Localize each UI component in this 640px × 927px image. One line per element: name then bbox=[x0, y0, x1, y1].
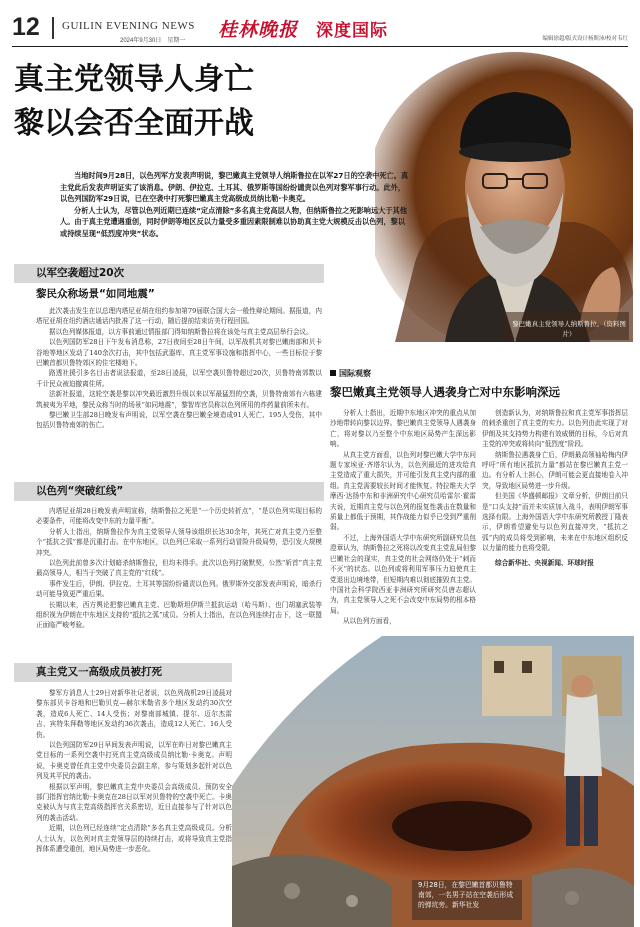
section2-heading: 以色列“突破红线” bbox=[14, 482, 324, 501]
section1-paragraph: 据以色列媒体报道，以方事前通过情报部门得知纳斯鲁拉将在该处与真主党高层举行会议。 bbox=[49, 327, 313, 336]
section1-paragraph: 法新社报道，这轮空袭是黎以冲突最近激烈升级以来以军最猛烈的空袭，贝鲁特南郊有六栋建筑被夷为平地，黎民众称当时的场景“如同地震”，黎智库官员称以色列所用的炸药量前所未有。 bbox=[36, 390, 322, 409]
feature-paragraph: 分析人士指出，近期中东地区冲突的重点从加沙地带转向黎以边界。黎巴嫩真主党领导人遇袭身亡，将对黎以乃至整个中东地区局势产生深远影响。 bbox=[330, 409, 476, 449]
section1-heading: 以军空袭超过20次 bbox=[14, 264, 324, 283]
section2-body bbox=[36, 506, 322, 631]
section2-paragraph: 以色列此前曾多次计划暗杀纳斯鲁拉，但均未得手。此次以色列打破默契，公然“斩首”真主党最高领导人，相当于突破了真主党的“红线”。 bbox=[36, 559, 322, 578]
feature-paragraph: 但美国《华盛顿邮报》文章分析，伊朗目前只是“口头支持”而并未实质加入战斗，表明伊朗军事选择有限。上海外国语大学中东研究所教授丁隆表示，伊朗希望避免与以色列直接冲突，“抵抗之弧”内的成员将受到影响，未来在中东地区组织反以力量的能力也将受限。 bbox=[482, 492, 628, 553]
section1-paragraph: 此次袭击发生在以总理内塔尼亚胡在纽约参加第79届联合国大会一般性辩论期间。据报道，内塔尼亚胡在纽约酒店通话内批准了这一行动，随后提前结束访美行程回国。 bbox=[36, 307, 322, 326]
headline-line-1: 真主党领导人身亡 bbox=[14, 62, 254, 97]
section1-paragraph: 以色列国防军28日下午发布消息称，27日夜间至28日午间，以军战机共对黎巴嫩南部和贝卡谷地等地区发动了140余次打击，其中包括武器库、真主党军事设施和指挥中心，一些目标位于黎巴嫩首都贝鲁特郊区的住宅楼地下。 bbox=[36, 338, 322, 368]
issue-date: 2024年9月30日 星期一 bbox=[120, 38, 186, 44]
column-tag bbox=[330, 368, 371, 379]
section3-paragraph: 黎军方消息人士29日对新华社记者说，以色列战机29日凌晨对黎东部贝卡谷地和巴勒贝克—赫尔米勒省多个地区发动约30次空袭，造成6人死亡、14人受伤；对黎南部城镇、提尔、迈尔杰雷吉、宾特朱拜勒等地区发动约36次袭击，造成12人死亡、16人受伤。 bbox=[36, 689, 232, 739]
section1-paragraph: 路透社援引多名目击者说法报道，至28日凌晨，以军空袭贝鲁特超过20次，贝鲁特南郊数以千计民众被迫撤离住所。 bbox=[36, 369, 322, 388]
page-number: 12 bbox=[12, 13, 40, 41]
feature-paragraph: 从真主党方面看，以色列对黎巴嫩大学中东问题专家埃亚·齐塔尔认为，以色列最近的进攻给真主党造成了重大损失，并可能引发真主党内部的重组。真主党需要较长时间才能恢复。特拉维夫大学摩西·达扬中东和非洲研究中心研究员哈雷尔·霍雷夫说，近期真主党与以色列的报复性袭击在数量和质量上都低于预期，其作战能力似乎已受到严重削弱。 bbox=[330, 450, 476, 532]
lead-paragraph: 分析人士认为，尽管以色列近期已连续“定点清除”多名真主党高层人物，但纳斯鲁拉之死影响远大于其他人。由于真主党遭遇重创，同时伊朗等地区反以力量受多重因素限制难以协助真主党大规模反击以色列，黎以或持续呈现“低烈度冲突”状态。 bbox=[60, 205, 407, 238]
section2-paragraph: 事件发生后，伊朗、伊拉克、土耳其等国纷纷谴责以色列。俄罗斯外交部发表声明说，暗杀行动可能导致更严重后果。 bbox=[36, 579, 322, 599]
section3-paragraph: 近期，以色列已经连续“定点清除”多名真主党高级成员。分析人士认为，以色列对真主党领导层的持续打击，或将导致真主党指挥体系遭受重创，地区局势进一步恶化。 bbox=[36, 824, 232, 854]
feature-credit: 综合新华社、央视新闻、环球时报 bbox=[495, 558, 594, 567]
feature-column-2 bbox=[482, 408, 628, 568]
feature-paragraph: 从以色列方面看， bbox=[343, 617, 396, 626]
feature-paragraph: 纳斯鲁拉遇袭身亡后，伊朗最高领袖哈梅内伊呼吁“所有地区抵抗力量”都站在黎巴嫩真主党一边。有分析人士担心，伊朗可能会更直接地卷入冲突，导致地区局势进一步升级。 bbox=[482, 450, 628, 490]
feature-title: 黎巴嫩真主党领导人遇袭身亡对中东影响深远 bbox=[330, 385, 560, 399]
column-tag-label: 国际观察 bbox=[339, 369, 371, 378]
headline bbox=[14, 58, 314, 146]
lead-paragraphs bbox=[60, 170, 412, 240]
section3-paragraph: 以色列国防军29日早间发表声明说，以军在昨日对黎巴嫩真主党目标的一系列空袭中打死真主党高级成员纳比勒·卡奥克。声明说，卡奥克曾任真主党中央委员会副主席，参与策划多起针对以色列及其平民的袭击。 bbox=[36, 741, 232, 781]
section3-heading: 真主党又一高级成员被打死 bbox=[14, 663, 232, 682]
square-bullet-icon bbox=[330, 370, 336, 376]
portrait-photo bbox=[375, 52, 633, 342]
section1-body bbox=[36, 306, 322, 431]
feature-paragraph: 创造新认为，对纳斯鲁拉和真主党军事指挥层的刺杀重创了真主党的实力。以色列由此实现了对伊朗及其支持势力构建有效威慑的目标，今后对真主党的冲突或将转向“低烈度”阶段。 bbox=[482, 409, 628, 449]
portrait-caption: 黎巴嫩真主党领导人纳斯鲁拉。（资料图片） bbox=[512, 320, 626, 338]
paper-name-en: GUILIN EVENING NEWS bbox=[62, 20, 195, 32]
masthead bbox=[0, 0, 640, 48]
editors-credit: 编辑徐超/版式设计杨斯沛/校对韦红 bbox=[542, 36, 628, 42]
feature-column-1 bbox=[330, 408, 476, 627]
section1-subheading: 黎民众称场景“如同地震” bbox=[36, 288, 155, 300]
masthead-divider bbox=[52, 17, 54, 39]
section2-paragraph: 长期以来，西方舆论把黎巴嫩真主党、巴勒斯坦伊斯兰抵抗运动（哈马斯）、也门胡塞武装等组织视为伊朗在中东地区支持的“抵抗之弧”成员。分析人士指出，在以色列连续打击下，这一联盟正面临严峻考验。 bbox=[36, 600, 322, 630]
section3-body bbox=[36, 688, 232, 855]
section2-paragraph: 分析人士指出，纳斯鲁拉作为真主党领导人领导该组织长达30余年，其死亡对真主党乃至整个“抵抗之弧”都是沉重打击。在中东地区，以色列已采取一系列行动冒险升级局势，恐引发大规模冲突。 bbox=[36, 527, 322, 557]
crater-caption: 9月28日，在黎巴嫩首都贝鲁特南郊，一名男子站在空袭后形成的弹坑旁。新华社发 bbox=[418, 881, 514, 909]
section1-paragraph: 黎巴嫩卫生部28日晚发布声明说，以军空袭在黎巴嫩全境造成91人死亡、195人受伤，其中包括贝鲁特南郊的伤亡。 bbox=[36, 411, 322, 430]
paper-logo-text: 桂林晚报 bbox=[218, 19, 299, 41]
headline-line-2: 黎以会否全面开战 bbox=[14, 106, 254, 141]
section-name: 深度国际 bbox=[316, 21, 388, 41]
feature-paragraph: 不过，上海外国语大学中东研究所副研究员包澄章认为，纳斯鲁拉之死将以改变真主党乱局但黎巴嫩社会的现实，真主党的社会网络仍处于“刺而不灭”的状态。以色列或将利用军事压力迫使真主党退出边境地带，但短期内难以彻底摧毁真主党。中国社会科学院西亚非洲研究所研究员唐志超认为，真主党领导人之死不会改变中东局势的根本格局。 bbox=[330, 533, 476, 615]
paper-logo bbox=[218, 15, 308, 41]
section2-paragraph: 内塔尼亚胡28日晚发表声明宣称，纳斯鲁拉之死是“一个历史转折点”，“是以色列实现目标的必要条件，可能将改变中东的力量平衡”。 bbox=[36, 507, 322, 526]
section3-paragraph: 根据以军声明，黎巴嫩真主党中央委员会高级成员、预防安全部门指挥官纳比勒·卡奥克在28日以军对贝鲁特的空袭中死亡。卡奥克被认为与真主党高级指挥官关系密切，近日直接参与了针对以色列的袭击活动。 bbox=[36, 782, 232, 822]
lead-paragraph: 当地时间9月28日，以色列军方发表声明说，黎巴嫩真主党领导人纳斯鲁拉在以军27日的空袭中死亡。真主党此后发表声明证实了该消息。伊朗、伊拉克、土耳其、俄罗斯等国纷纷谴责以色列对黎军事行动。此外，以色列国防军29日说，已在空袭中打死黎巴嫩真主党高级成员纳比勒·卡奥克。 bbox=[60, 171, 409, 204]
masthead-rule bbox=[12, 46, 628, 47]
